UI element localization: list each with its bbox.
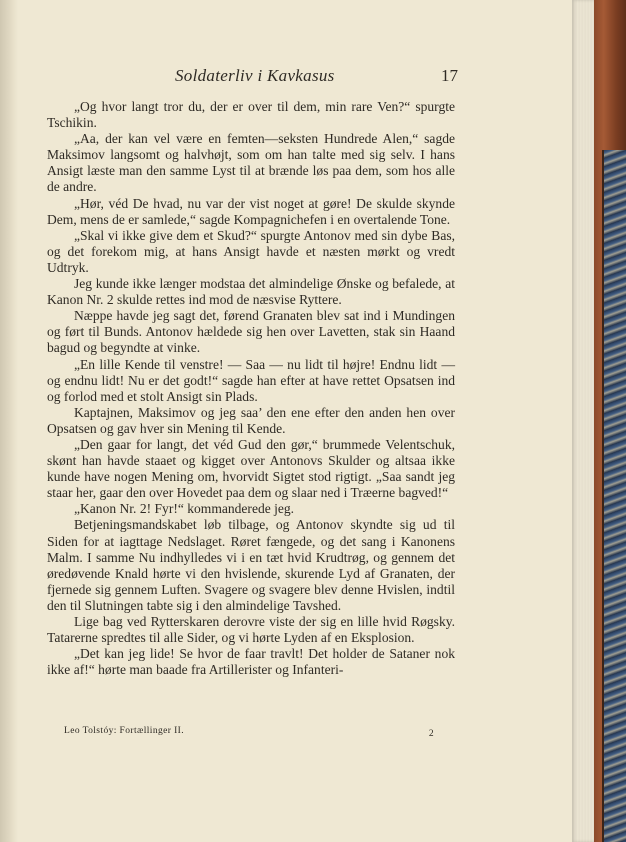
- signature-line: Leo Tolstóy: Fortællinger II.: [64, 726, 185, 736]
- page-header: [60, 66, 458, 88]
- paragraph: „Kanon Nr. 2! Fyr!“ kommanderede jeg.: [74, 501, 295, 517]
- paragraph: Kaptajnen, Maksimov og jeg saa’ den ene efter den anden hen over Opsatsen og gav hver sin Mening til Kende.: [47, 404, 455, 436]
- running-title: Soldaterliv i Kavkasus: [175, 66, 335, 85]
- paragraph: „Hør, véd De hvad, nu var der vist noget at gøre! De skulde skynde Dem, mens de er samlede,“ sagde Kompagnichefen i en overtalende Tone.: [47, 195, 455, 227]
- paragraph: Lige bag ved Rytterskaren derovre viste der sig en lille hvid Røgsky. Tatarerne spredtes til alle Sider, og vi hørte Lyden af en Eksplosion.: [47, 614, 455, 646]
- paragraph: Næppe havde jeg sagt det, førend Granaten blev sat ind i Mundingen og ført til Bunds. Antonov hældede sig hen over Lavetten, stak sin Haand bagud og begyndte at vinke.: [47, 308, 455, 356]
- page-edges: [572, 0, 594, 842]
- paragraph: „Den gaar for langt, det véd Gud den gør,“ brummede Velentschuk, skønt han havde staaet og kigget over Antonovs Skulder og altsaa ikke kunde have nogen Mening om, hvorvidt Sigtet stod rigtigt. „Saa sandt jeg staar her, gaar den over Hovedet paa dem og slaar ned i Træerne bagved!“: [47, 436, 455, 501]
- paragraph: „Og hvor langt tror du, der er over til dem, min rare Ven?“ spurgte Tschikin.: [47, 99, 455, 131]
- paragraph: Betjeningsmandskabet løb tilbage, og Antonov skyndte sig ud til Siden for at iagttage Nedslaget. Røret fængede, og det sang i Kanonens Malm. I samme Nu indhylledes vi i en tæt hvid Krudtrøg, og gennem det øredøvende Knald hørte vi den hvislende, skurende Lyd af Granaten, der fjernede sig gennem Luften. Svagere og svagere blev denne Hvislen, indtil den til Slutningen tabte sig i den almindelige Tavshed.: [47, 517, 455, 613]
- paragraph: Jeg kunde ikke længer modstaa det almindelige Ønske og befalede, at Kanon Nr. 2 skulde rettes ind mod de næsvise Ryttere.: [47, 276, 455, 308]
- body-text: [47, 99, 455, 678]
- marbled-endpaper: [602, 150, 626, 842]
- paragraph: „Det kan jeg lide! Se hvor de faar travlt! Det holder de Sataner nok ikke af!“ hørte man baade fra Artillerister og Infanteri-: [47, 646, 455, 678]
- page-footer: [64, 726, 440, 740]
- paragraph: „En lille Kende til venstre! — Saa — nu lidt til højre! Endnu lidt — og endnu lidt! Nu er det godt!“ sagde han efter at have rettet Opsatsen ind og forlod med et stolt Ansigt sin Plads.: [47, 356, 455, 404]
- paragraph: „Skal vi ikke give dem et Skud?“ spurgte Antonov med sin dybe Bas, og det forekom mig, at hans Ansigt havde et næsten mørkt og vredt Udtryk.: [47, 227, 455, 275]
- paragraph: „Aa, der kan vel være en femten—seksten Hundrede Alen,“ sagde Maksimov langsomt og halvhøjt, som om han talte med sig selv. I hans Ansigt læste man den samme Lyst til at brænde løs paa dem, som hos alle de andre.: [47, 131, 455, 195]
- book-gutter-shadow: [0, 0, 18, 842]
- page-number: 17: [441, 66, 458, 85]
- sheet-number: 2: [428, 729, 434, 739]
